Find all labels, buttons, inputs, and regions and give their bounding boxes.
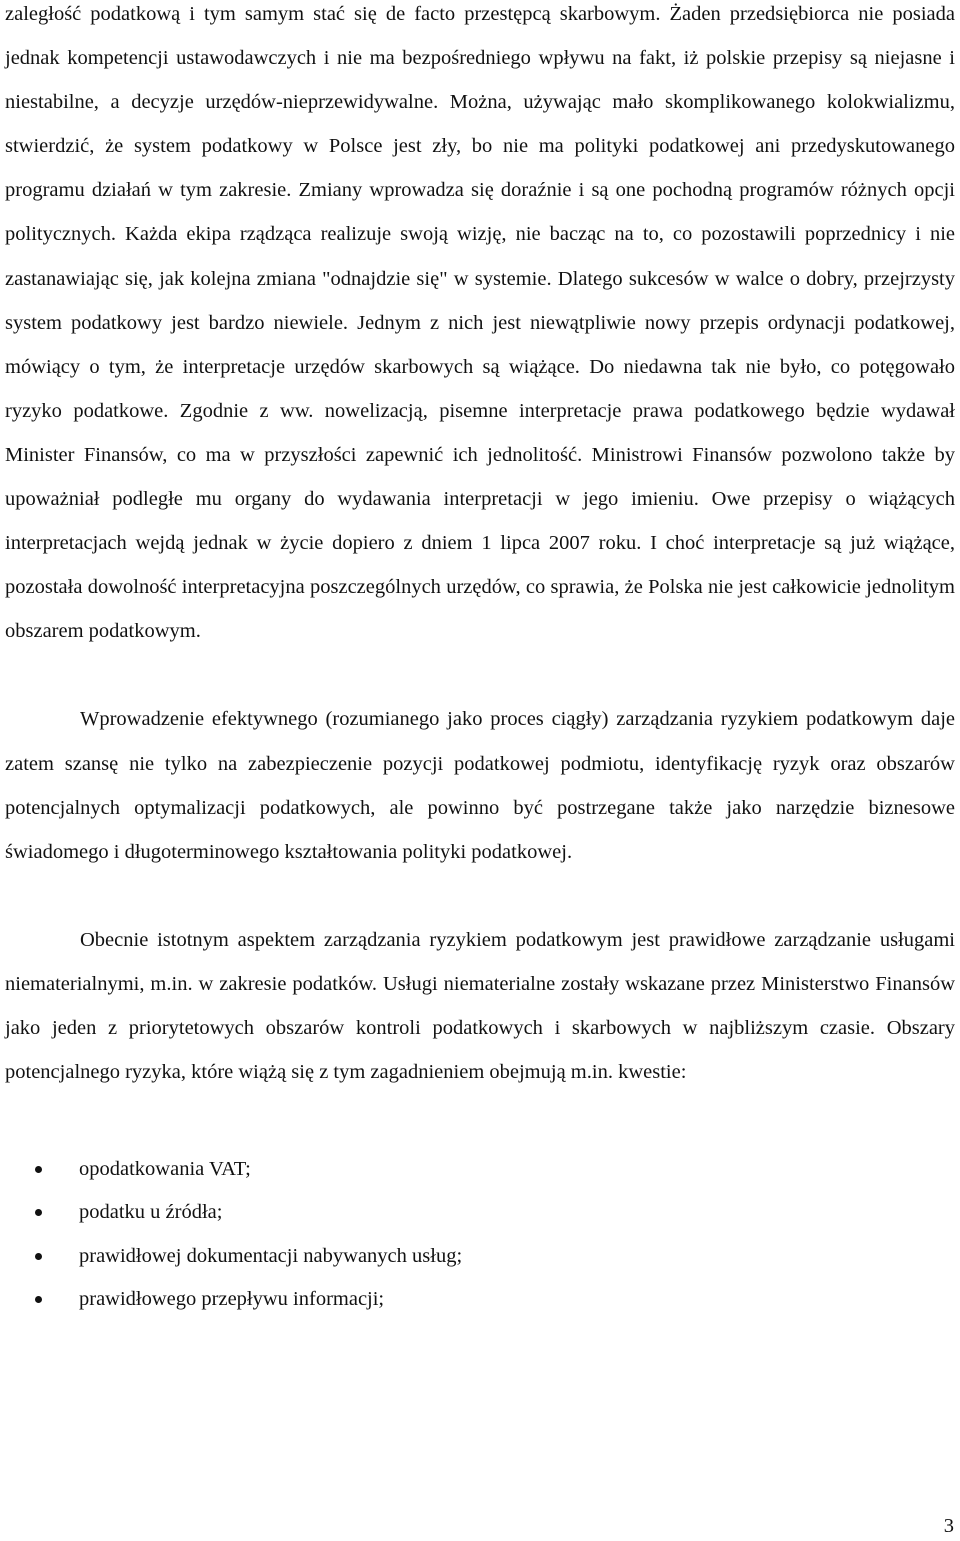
bullet-icon xyxy=(35,1296,42,1303)
bullet-icon xyxy=(35,1166,42,1173)
bullet-icon xyxy=(35,1209,42,1216)
list-item-text: prawidłowej dokumentacji nabywanych usług; xyxy=(79,1244,463,1267)
list-item xyxy=(5,1148,955,1191)
list-item-text: opodatkowania VAT; xyxy=(79,1158,251,1181)
list-item xyxy=(5,1278,955,1321)
list-item-text: podatku u źródła; xyxy=(79,1201,223,1224)
list-item xyxy=(5,1191,955,1234)
paragraph-intangible-services: Obecnie istotnym aspektem zarządzania ryzykiem podatkowym jest prawidłowe zarządzanie usługami niematerialnymi, m.in. w zakresie podatków. Usługi niematerialne zostały wskazane przez Ministerstwo Finansów jako jeden z priorytetowych obszarów kontroli podatkowych i skarbowych w najbliższym czasie. Obszary potencjalnego ryzyka, które wiążą się z tym zagadnieniem obejmują m.in. kwestie: xyxy=(5,928,955,1084)
page-number: 3 xyxy=(943,1515,954,1537)
paragraph-tax-law: zaległość podatkową i tym samym stać się de facto przestępcą skarbowym. Żaden przedsiębiorca nie posiada jednak kompetencji ustawodawczych i nie ma bezpośredniego wpływu na fakt, iż polskie przepisy są niejasne i niestabilne, a decyzje urzędów-nieprzewidywalne. Można, używając mało skomplikowanego kolokwializmu, stwierdzić, że system podatkowy w Polsce jest zły, bo nie ma polityki podatkowej ani przedyskutowanego programu działań w tym zakresie. Zmiany wprowadza się doraźnie i są one pochodną programów różnych opcji politycznych. Każda ekipa rządząca realizuje swoją wizję, nie bacząc na to, co pozostawili poprzednicy i nie zastanawiając się, jak kolejna zmiana "odnajdzie się" w systemie. Dlatego sukcesów w walce o dobry, przejrzysty system podatkowy jest bardzo niewiele. Jednym z nich jest niewątpliwie nowy przepis ordynacji podatkowej, mówiący o tym, że interpretacje urzędów skarbowych są wiążące. Do niedawna tak nie było, co potęgowało ryzyko podatkowe. Zgodnie z ww. nowelizacją, pisemne interpretacje prawa podatkowego będzie wydawał Minister Finansów, co ma w przyszłości zapewnić ich jednolitość. Ministrowi Finansów pozwolono także by upoważniał podległe mu organy do wydawania interpretacji w jego imieniu. Owe przepisy o wiążących interpretacjach wejdą jednak w życie dopiero z dniem 1 lipca 2007 roku. I choć interpretacje są już wiążące, pozostała dowolność interpretacyjna poszczególnych urzędów, co sprawia, że Polska nie jest całkowicie jednolitym obszarem podatkowym. xyxy=(5,3,955,643)
list-item-text: prawidłowego przepływu informacji; xyxy=(79,1288,385,1311)
paragraph-risk-management: Wprowadzenie efektywnego (rozumianego jako proces ciągły) zarządzania ryzykiem podatkowym daje zatem szansę nie tylko na zabezpieczenie pozycji podatkowej podmiotu, identyfikację ryzyk oraz obszarów potencjalnych optymalizacji podatkowych, ale powinno być postrzegane także jako narzędzie biznesowe świadomego i długoterminowego kształtowania polityki podatkowej. xyxy=(5,708,955,863)
list-item xyxy=(5,1235,955,1278)
bullet-icon xyxy=(35,1253,42,1260)
document-page xyxy=(5,0,955,1321)
risk-areas-list xyxy=(5,1148,955,1321)
